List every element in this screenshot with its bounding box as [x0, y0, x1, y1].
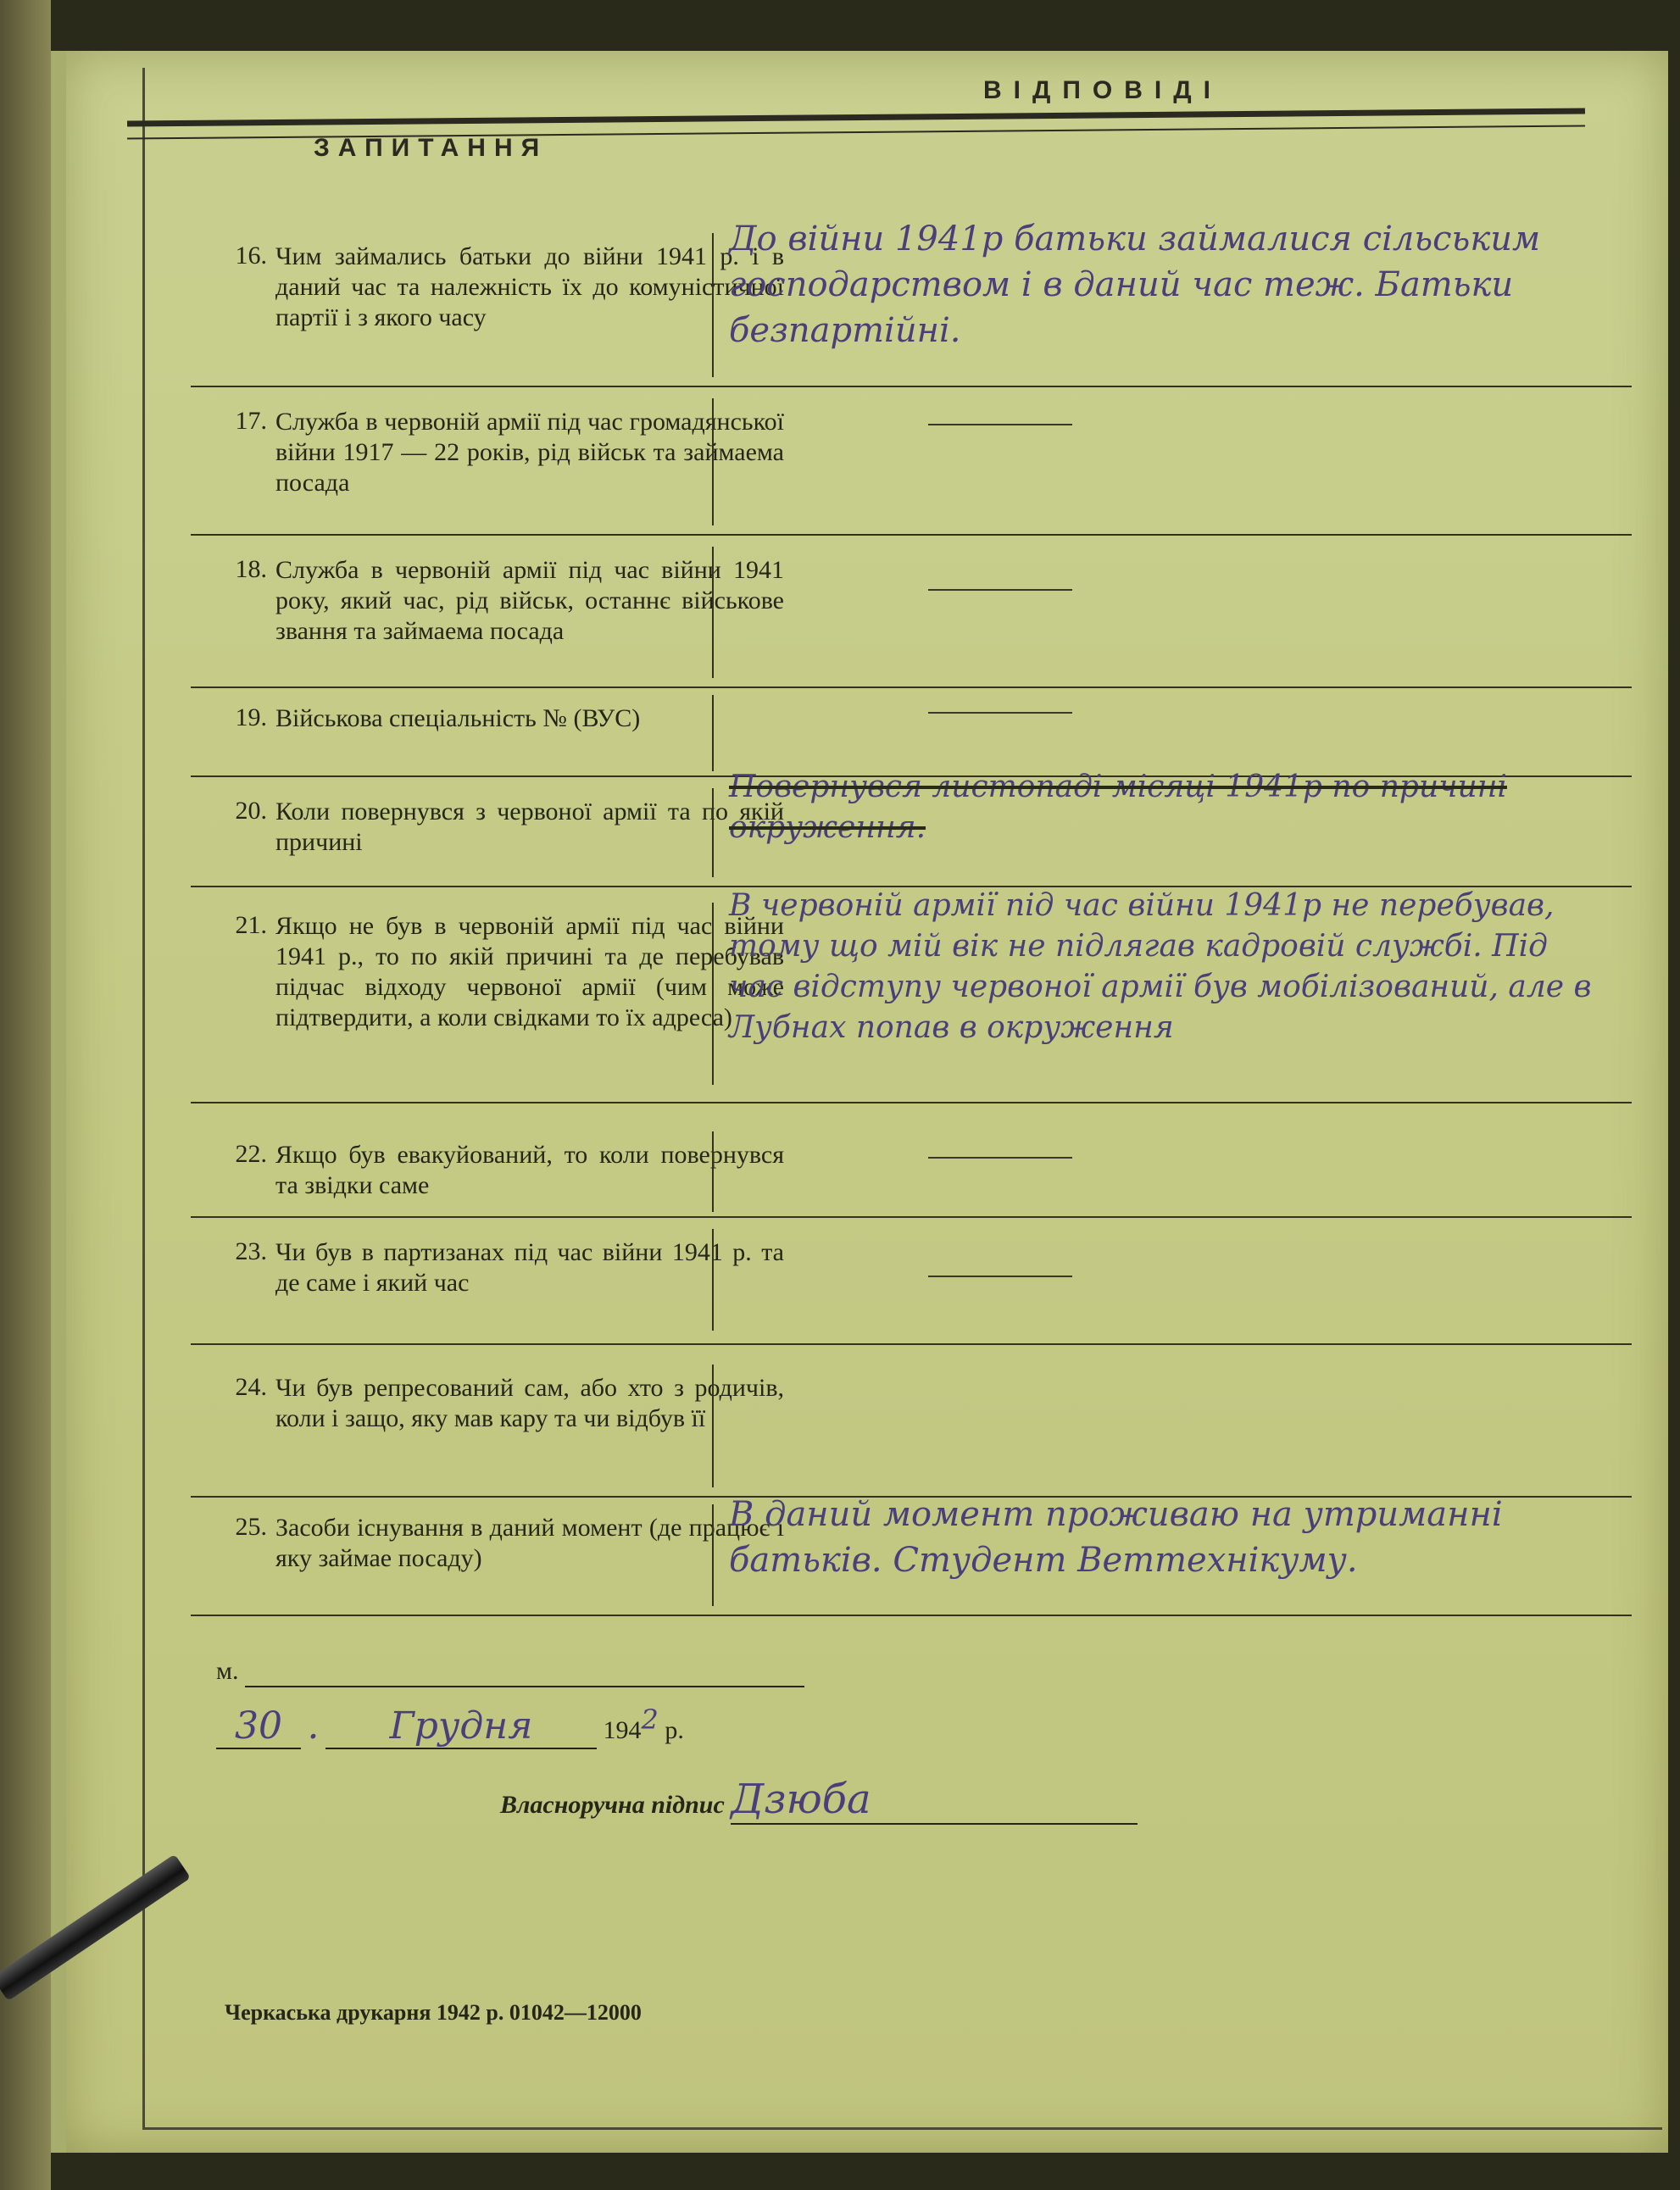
date-day: 30 [235, 1704, 282, 1748]
row-number: 18. [235, 555, 267, 583]
row-number: 20. [235, 797, 267, 825]
row-number: 24. [235, 1373, 267, 1401]
row-divider [191, 1102, 1632, 1103]
answer-text: До війни 1941р батьки займалися сільським господарством і в даний час теж. Батьки безпартійні. [729, 220, 1541, 350]
column-divider [712, 695, 714, 771]
date-month: Грудня [389, 1704, 533, 1748]
column-divider [712, 547, 714, 678]
signature-label: Власноручна підпис [500, 1791, 725, 1819]
question-text: Служба в червоній армії під час громадянської війни 1917 — 22 років, рід військ та займаема посада [275, 408, 784, 497]
place-line [216, 1657, 804, 1687]
header-rule [127, 108, 1585, 126]
answer-dash [928, 1157, 1072, 1159]
answer-dash [928, 424, 1072, 425]
question-text: Військова спеціальність № (ВУС) [275, 704, 641, 732]
row-number: 22. [235, 1140, 267, 1168]
column-divider [712, 1504, 714, 1606]
question-text: Засоби існування в даний момент (де працює і яку займае посаду) [275, 1514, 784, 1572]
year-prefix: 194 [603, 1716, 642, 1744]
question-text: Якщо був евакуйований, то коли повернувся та звідки саме [275, 1141, 784, 1199]
place-field [245, 1657, 804, 1687]
printer-imprint: Черкаська друкарня 1942 р. 01042—12000 [225, 2000, 642, 2025]
signature-line [500, 1776, 1138, 1825]
answer-dash [928, 712, 1072, 714]
column-divider [712, 903, 714, 1085]
row-number: 17. [235, 407, 267, 435]
questions-heading: ЗАПИТАННЯ [314, 134, 548, 162]
answer-dash [928, 1276, 1072, 1277]
signature: Дзюба [731, 1776, 871, 1823]
question-text: Чи був репресований сам, або хто з родичів, коли і защо, яку мав кару та чи відбув її [275, 1374, 784, 1432]
row-number: 19. [235, 703, 267, 731]
row-divider [191, 1216, 1632, 1218]
row-divider [191, 534, 1632, 536]
column-divider [712, 1131, 714, 1212]
book-spine [0, 0, 51, 2190]
question-text: Чи був в партизанах під час війни 1941 р. та де саме і який час [275, 1238, 784, 1297]
row-number: 21. [235, 911, 267, 939]
column-divider [712, 788, 714, 877]
date-line: 30 . Грудня 1942 р. [216, 1704, 684, 1749]
answer-text: В даний момент проживаю на утриманні батьків. Студент Веттехнікуму. [729, 1495, 1503, 1580]
row-number: 25. [235, 1513, 267, 1541]
question-text: Чим займались батьки до війни 1941 р. і в даний час та належність їх до комуністичної партії і з якого часу [275, 242, 784, 331]
answers-heading: ВІДПОВІДІ [983, 76, 1222, 104]
column-divider [712, 1365, 714, 1487]
column-divider [712, 233, 714, 377]
place-label: м. [216, 1657, 239, 1685]
column-divider [712, 398, 714, 525]
table-header [127, 68, 1585, 170]
year-suffix: 2 [641, 1704, 659, 1736]
column-divider [712, 1229, 714, 1331]
question-text: Служба в червоній армії під час війни 1941 року, який час, рід військ, останнє військове звання та займаема посада [275, 556, 784, 645]
question-text: Коли повернувся з червоної армії та по якій причині [275, 798, 784, 856]
row-divider [191, 386, 1632, 387]
answer-text-struck: Повернувся листопаді місяці 1941р по причині окруження. [729, 770, 1507, 845]
row-number: 16. [235, 242, 267, 270]
question-text: Якщо не був в червоній армії під час війни 1941 р., то по якій причині та де перебував підчас відходу червоної армії (чим може підтвердити, а коли свідками то їх адреса) [275, 912, 784, 1031]
row-number: 23. [235, 1237, 267, 1265]
answer-dash [928, 589, 1072, 591]
row-divider [191, 686, 1632, 688]
year-unit: р. [665, 1716, 684, 1744]
answer-text: В червоній армії під час війни 1941р не перебував, тому що мій вік не підлягав кадровій службі. Під час відступу червоної армії був мобілізований, але в Лубнах попав в окруження [729, 888, 1592, 1045]
row-divider [191, 1615, 1632, 1616]
row-divider [191, 1343, 1632, 1345]
